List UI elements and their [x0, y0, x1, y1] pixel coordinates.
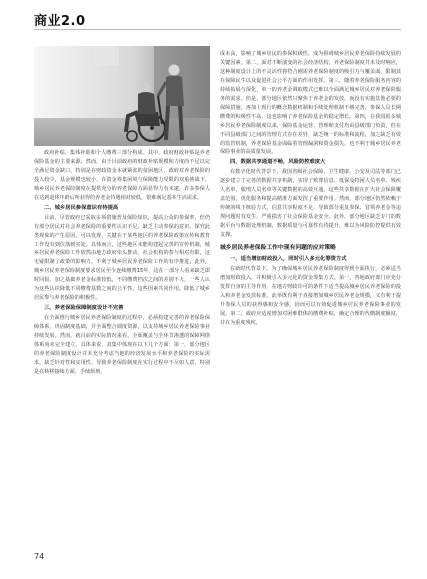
- major-heading: 城乡居民养老保险工作中现有问题的应对策略: [220, 245, 336, 252]
- elderly-wheelchair-photo: [34, 46, 210, 146]
- intro-paragraph: 政府补贴、集体补助和个人缴费三部分构成。其中，政府财政补贴是养老保险基金的主要来源。然而，由于目前政府的财政补贴规模和力度尚不足以完全满足资金缺口，特别是在财政资金本就紧张的贫困地区，政府对养老保险的投入较少，基金规模也较小，在资金筹集困境与保障能力受限的双重挑战下，城乡居民养老保险制度在提供充分的养老保障方面显得力有未逮，许多参保人在达到退休年龄后所获得的养老金待遇相对较低，很难满足基本生活需求。: [34, 150, 210, 201]
- body-paragraph: 目前，尽管政府已采取多项措施普及保险知识，提高公众的参保率，但仍有部分居民对社会养老保险的重要性认识不足，缺乏主动参保的意识。探究此类现象的产生原因，可以发现，关键在于某些地区的养老保险政策宣传和教育工作没有到位落到实处。具体而言，这些地区未能构建起完善的宣传机制，城乡居民养老保险工作依然由地方政府牵头推动，社会机构的参与相对有限，这无疑限制了政策的影响力。不利于城乡居民养老保险工作的有序推进。此外，城乡居民养老保险制度要求居民至少连续缴费15年，这在一部分人看来缺乏即时回报，加之基础养老金标准较低，不同缴费档次之间的差别不大，一些人认为这些认识降低不同缴费基数之间的公平性，这些因素共同作用，降低了城乡居民参与养老保险的积极性。: [34, 214, 210, 302]
- body-paragraph: 在新时代背景下，为了确保城乡居民养老保险制度得到全面执行，必须适当增加财政投入，并积极引入多元化的资金筹集方式。第一，各地政府部门应充分发挥自身的主导作用，在地方财政许可的条件下适当提高城乡居民养老保险的投入和养老金发放标准。此举既有利于直接增加城乡居民养老金规模，又有利于提升参保人员的获得感和安全感，因而可以有效促进城乡居民养老保险事业的发展。第二，政府应适度增加对困难群体的缴费补贴，确定合理的代缴制度额度，并在为重度残疾、: [220, 265, 401, 326]
- left-text-column: [34, 149, 210, 559]
- section-heading: 二、城乡居民参保意识有待提高: [44, 204, 119, 211]
- right-text-column: [220, 50, 401, 560]
- section-heading: 四、数据共享通道不畅，风险防控难度大: [230, 159, 326, 166]
- page-header: [0, 0, 427, 30]
- header-rule: [34, 29, 401, 30]
- page-number: 74: [34, 552, 45, 561]
- photo-illustration: [34, 46, 210, 146]
- magazine-brand: 商业2.0: [34, 14, 86, 29]
- subsection-heading: 一、适当增加财政投入，同时引入多元化筹资方式: [230, 255, 347, 262]
- section-heading: 三、养老保险保障制度设计不完善: [44, 305, 124, 312]
- body-paragraph: 成本高，影响了城乡居民的参保积极性，成为阻碍城乡居民养老保险持续发展的关键因素。第二，面对不断演变的社会经济结构，养老保险制度并未及时响应，这种制度设计上的不灵活性将符合刚需养老保险制度的吸引力与覆盖面，限制其在保障民生以及促进社会公平方面的作用发挥。第三，随着养老保险服务内容的持续拓展与深化，单一的养老金调取模式已难以全面满足城乡居民对养老保险服务的需求。但是，部分地区依然只聚焦于养老金的发放，而没有实施其他必要的保障措施。再加上现行的概念数据机制和手续处理机制不够完善，参保人员长期缴费的积极性不高，这也影响了养老保险基金的稳定增长。第四，在我国很多城乡居民养老保险制度以来，保险基金运营、管理和支付均由县级部门负责，但在不同县级部门之间的管理方式存在差异，缺乏统一的标准和流程，加之缺乏有效的监管机制，养老保险基金面临着管理漏洞和资金损失，也不利于城乡居民养老保险事业的高质量发展。: [220, 51, 401, 156]
- body-paragraph: 在全面推行城乡居民养老保险制度的过程中，必须构建完善的养老保险保障体系，巩固制度基础，并全面整合调度资源，以支持城乡居民养老保险事业持续发展。然而，就目前的实际情况来看，全面覆盖与全环节渗透的保障网络体系尚未完全建立。具体来说，其集中体现在以下几个方面：第一，部分地区的养老保险制度设计并未充分考虑当地的经济发展水平和养老保险的实际需求，缺乏针对性和实用性。导致养老保险制度在实行过程中不尽如人意，特别是在转移接续方面，手续烦琐，: [34, 315, 210, 375]
- body-paragraph: 在数字化时代背景下，我国省级社会保障、卫生健康、公安及司法等部门已逐步建立了完善的数据共享机制，实现了殡葬信息、低保及特困人员名单、残疾人名单、服刑人员名单等关键数据的高效互通。这些共享数据在扩大社会保障覆盖范围、优化服务和提高精准方面发挥了重要作用。然而，部分地区仍然依赖于传统的线下核验方式，信息共享程度不足，导致部分重复参保、冒领养老金等违规问题时有发生，严重损害了社会保险基金安全。此外，部分地区缺乏专门的数据平台与数据处理机制，数据质量与可靠性有待提升，难以为风险防控提供有效支撑。: [220, 169, 401, 239]
